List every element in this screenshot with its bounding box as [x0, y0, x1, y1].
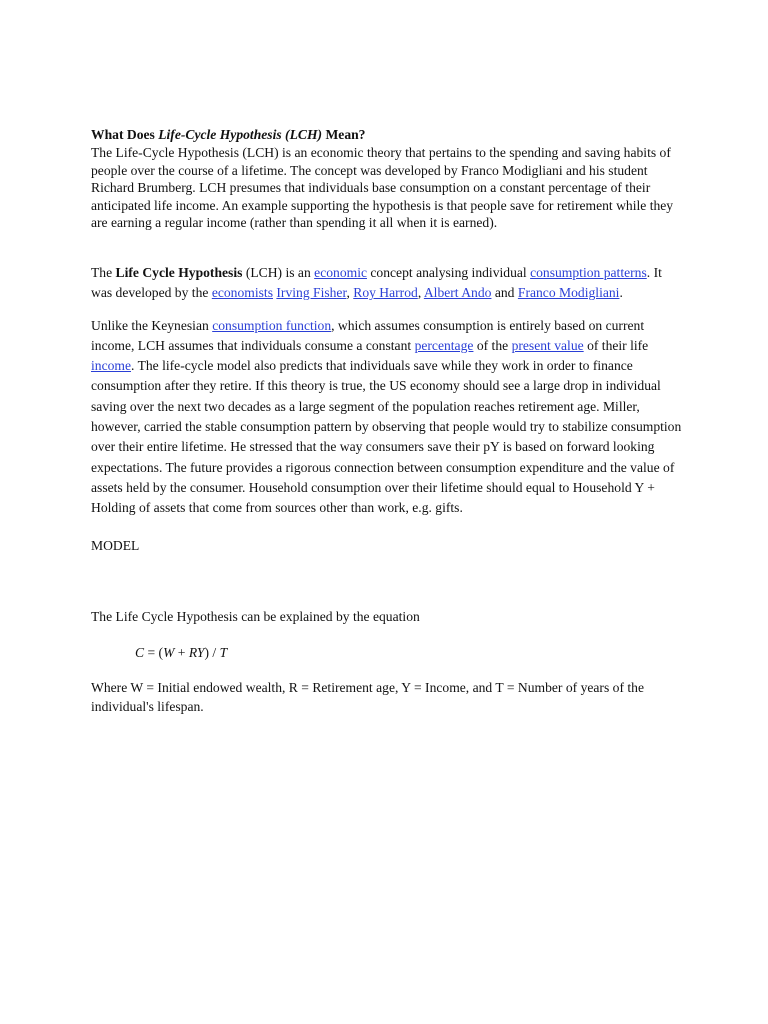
definitions-paragraph: Where W = Initial endowed wealth, R = Retirement age, Y = Income, and T = Number of years of the individual's lifespan.: [91, 680, 644, 714]
link-economic[interactable]: economic: [314, 264, 367, 280]
heading-prefix: What Does: [91, 127, 159, 142]
equation-text: +: [174, 645, 189, 661]
text-span: (LCH) is an: [242, 264, 315, 280]
equation-text: ) /: [204, 645, 220, 661]
link-income[interactable]: income: [91, 358, 132, 374]
text-span: of the: [473, 337, 512, 353]
equation-c: C: [135, 645, 145, 661]
text-span: . The life-cycle model also predicts that individuals save while they work in order to finance consumption after they retire. If this theory is true, the US economy should see a large drop in individual saving over the next two decades as a large segment of the population reaches retirement age. Miller, however, carried the stable consumption pattern by observing that people would try to stabilize consumption over their entire lifetime. He stressed that the way consumers save their pY is based on forward looking expectations. The future provides a rigorous connection between consumption expenditure and the value of assets held by the consumer. Household consumption over their lifetime should equal to Household Y + Holding of assets that come from sources other than work, e.g. gifts.: [91, 358, 682, 516]
text-span: ,: [417, 285, 424, 301]
text-span: of their life: [583, 337, 649, 353]
keynesian-paragraph: [91, 316, 686, 519]
link-irving-fisher[interactable]: Irving Fisher: [276, 285, 347, 301]
link-economists[interactable]: economists: [211, 285, 273, 301]
definition-paragraph: [91, 263, 686, 304]
equation-text: = (: [144, 645, 164, 661]
equation-ry: RY: [188, 645, 205, 661]
link-present-value[interactable]: present value: [511, 337, 584, 353]
link-percentage[interactable]: percentage: [414, 337, 474, 353]
equation-w: W: [163, 645, 175, 661]
link-consumption-patterns[interactable]: consumption patterns: [530, 264, 647, 280]
intro-paragraph: The Life-Cycle Hypothesis (LCH) is an economic theory that pertains to the spending and saving habits of people over the course of a lifetime. The concept was developed by Franco Modigliani and his student Richard Brumberg. LCH presumes that individuals base consumption on a constant percentage of their anticipated life income. An example supporting the hypothesis is that people save for retirement while they are earning a regular income (rather than spending it all when it is earned).: [91, 145, 674, 231]
text-span: and: [491, 285, 518, 301]
model-label: MODEL: [91, 537, 140, 553]
link-franco-modigliani[interactable]: Franco Modigliani: [517, 285, 620, 301]
text-span: . It was developed by the: [91, 264, 662, 301]
heading-suffix: Mean?: [322, 127, 366, 142]
section-heading: [91, 126, 686, 144]
link-roy-harrod[interactable]: Roy Harrod: [353, 285, 418, 301]
text-span: concept analysing individual: [367, 264, 531, 280]
text-span: The: [91, 264, 116, 280]
equation-intro: The Life Cycle Hypothesis can be explained by the equation: [91, 608, 420, 624]
text-span: .: [619, 285, 623, 301]
text-span: ,: [346, 285, 354, 301]
term-bold: Life Cycle Hypothesis: [115, 264, 243, 280]
document-page: [91, 126, 686, 716]
heading-term: Life-Cycle Hypothesis (LCH): [158, 127, 323, 142]
equation: [91, 643, 686, 663]
equation-t: T: [219, 645, 228, 661]
link-albert-ando[interactable]: Albert Ando: [423, 285, 492, 301]
text-span: Unlike the Keynesian: [91, 317, 213, 333]
text-span: , which assumes consumption is entirely based on current income, LCH assumes that individuals consume a constant: [91, 317, 645, 353]
link-consumption-function[interactable]: consumption function: [212, 317, 332, 333]
